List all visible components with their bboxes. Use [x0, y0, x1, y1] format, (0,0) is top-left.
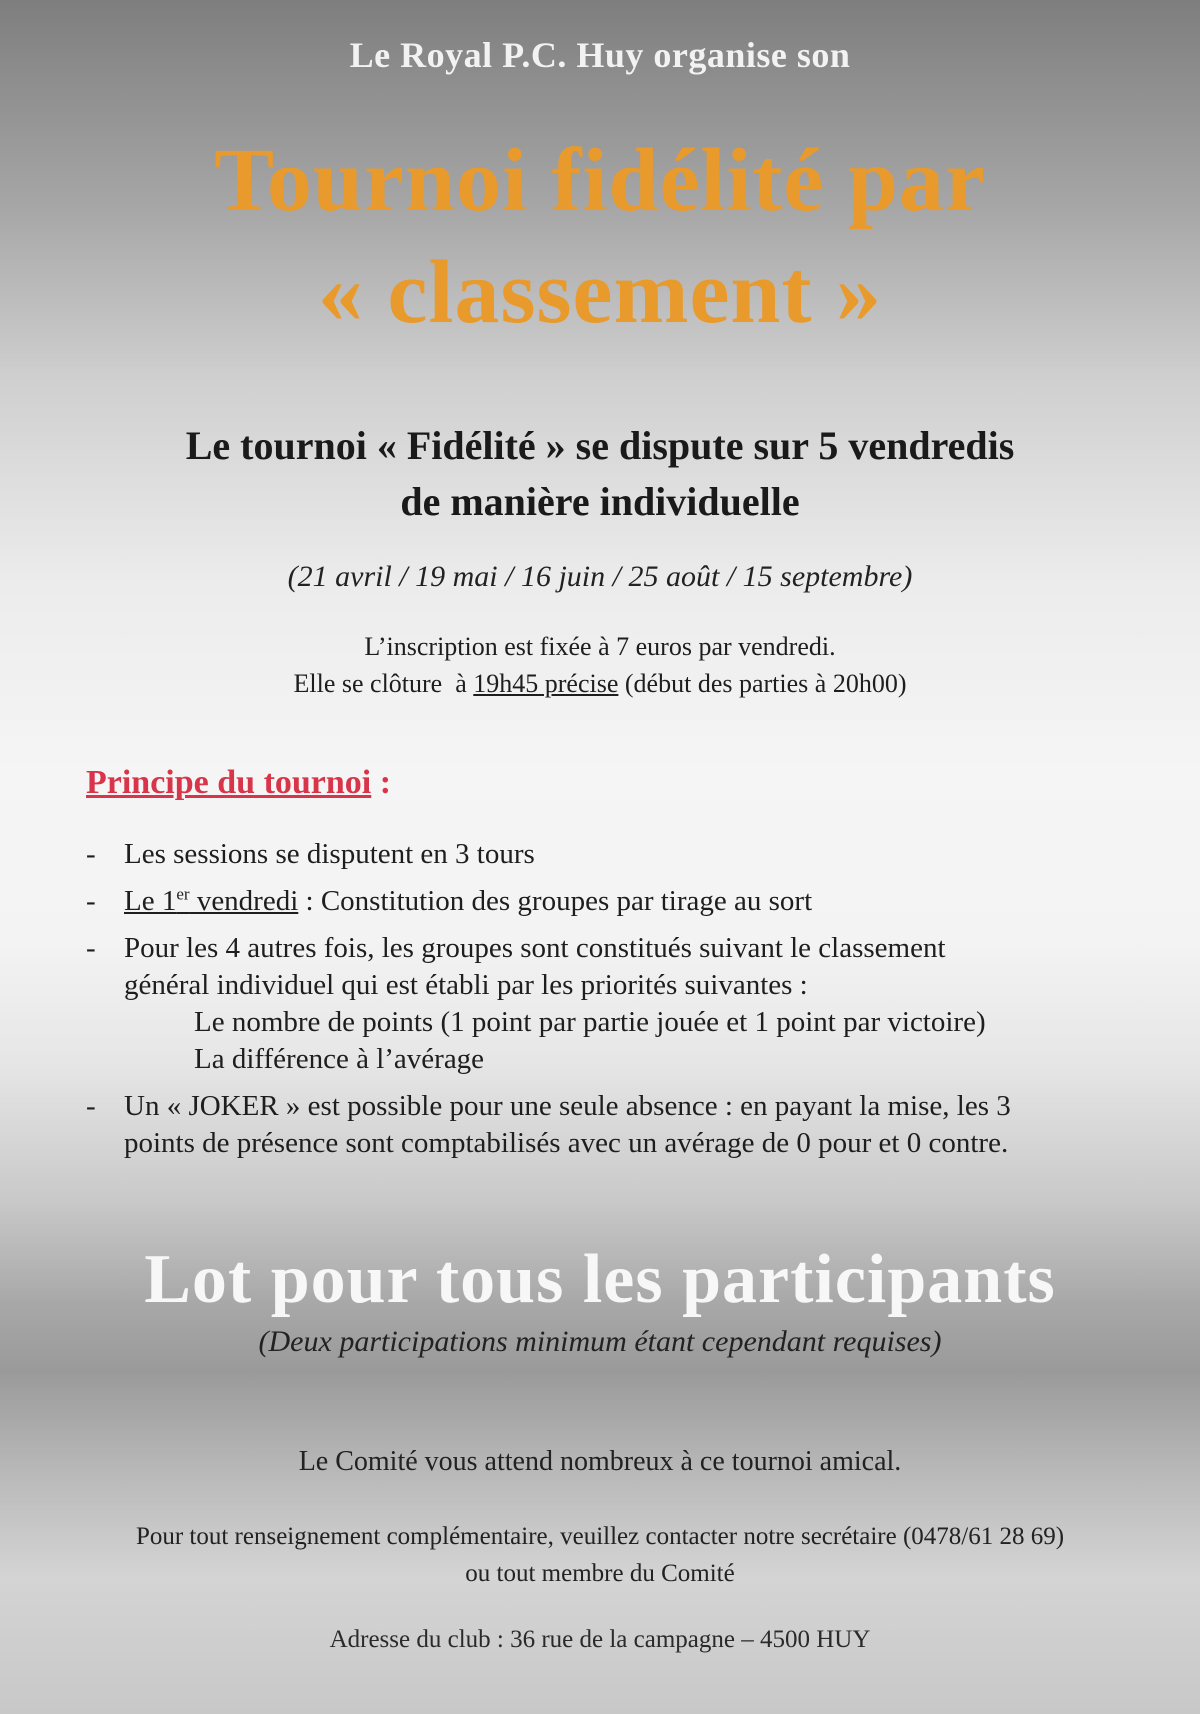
first-friday-suffix: vendredi [189, 885, 299, 917]
inscription-line1: L’inscription est fixée à 7 euros par vendredi. [364, 632, 836, 661]
list-dash: - [86, 838, 96, 870]
lot-title: Lot pour tous les participants [144, 1241, 1056, 1318]
list-item-text: Les sessions se disputent en 3 tours [124, 838, 535, 870]
list-item-text: : Constitution des groupes par tirage au sort [298, 885, 813, 917]
list-item-line: Pour les 4 autres fois, les groupes sont constitués suivant le classement [124, 932, 946, 964]
intro-line: Le Royal P.C. Huy organise son [349, 35, 851, 75]
lot-note: (Deux participations minimum étant cependant requises) [258, 1325, 942, 1358]
list-dash: - [86, 932, 96, 964]
inscription-suffix: (début des parties à 20h00) [618, 669, 907, 698]
contact-block [0, 1518, 1200, 1592]
first-friday-sup: er [176, 884, 190, 904]
dates-line: (21 avril / 19 mai / 16 juin / 25 août / 15 septembre) [287, 560, 913, 593]
inscription-block [0, 628, 1200, 702]
priority-points: Le nombre de points (1 point par partie jouée et 1 point par victoire) [194, 1006, 986, 1038]
list-item [86, 930, 1186, 1078]
principle-heading [86, 764, 391, 802]
list-item [86, 1088, 1186, 1162]
list-item-line: points de présence sont comptabilisés avec un avérage de 0 pour et 0 contre. [124, 1127, 1009, 1159]
main-title-line2: « classement » [318, 243, 882, 342]
list-dash: - [86, 1090, 96, 1122]
subtitle-line1: Le tournoi « Fidélité » se dispute sur 5 vendredis [185, 423, 1015, 468]
main-title-line1: Tournoi fidélité par [214, 131, 986, 230]
subtitle [0, 418, 1200, 530]
first-friday-label [124, 885, 298, 917]
main-title [0, 125, 1200, 349]
list-item [86, 836, 1186, 873]
list-item-line: Un « JOKER » est possible pour une seule absence : en payant la mise, les 3 [124, 1090, 1011, 1122]
rules-list [86, 836, 1186, 1172]
contact-line1: Pour tout renseignement complémentaire, veuillez contacter notre secrétaire (0478/61 28 69) [135, 1523, 1065, 1550]
inscription-line2 [0, 665, 1200, 702]
list-item-line: général individuel qui est établi par les priorités suivantes : [124, 969, 808, 1001]
inscription-time: 19h45 précise [473, 669, 619, 698]
subtitle-line2: de manière individuelle [400, 479, 800, 524]
comite-line: Le Comité vous attend nombreux à ce tournoi amical. [298, 1446, 902, 1477]
list-dash: - [86, 885, 96, 917]
priority-average: La différence à l’avérage [194, 1043, 485, 1075]
inscription-prefix: Elle se clôture à [293, 669, 474, 698]
principle-heading-colon: : [371, 764, 392, 801]
first-friday-prefix: Le 1 [124, 885, 177, 917]
contact-line2: ou tout membre du Comité [465, 1560, 735, 1587]
principle-heading-text: Principe du tournoi [86, 764, 372, 801]
club-address: Adresse du club : 36 rue de la campagne – 4500 HUY [329, 1626, 871, 1653]
list-item [86, 883, 1186, 920]
